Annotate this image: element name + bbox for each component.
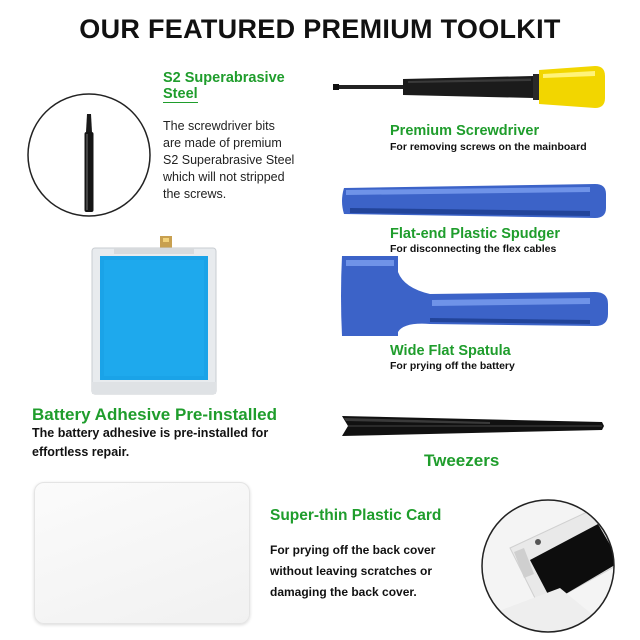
card-name: Super-thin Plastic Card [270, 507, 442, 524]
spudger-name: Flat-end Plastic Spudger [390, 226, 560, 242]
screwdriver-desc: For removing screws on the mainboard [390, 141, 587, 153]
plastic-card-image [34, 482, 250, 624]
spudger-image [340, 178, 612, 224]
phone-pry-closeup-image [480, 498, 616, 634]
page-title: OUR FEATURED PREMIUM TOOLKIT [79, 14, 561, 44]
battery-image [90, 236, 220, 396]
spatula-desc: For prying off the battery [390, 360, 515, 372]
screwdriver-image [333, 62, 613, 112]
spatula-image [340, 252, 612, 342]
steel-description: The screwdriver bits are made of premium S2 Superabrasive Steel which will not stripped the screws. [163, 119, 295, 201]
tweezers-image [340, 408, 612, 444]
tweezers-name: Tweezers [424, 451, 500, 470]
screwdriver-tip-closeup-image [26, 92, 152, 218]
screwdriver-name: Premium Screwdriver [390, 123, 540, 139]
battery-desc: The battery adhesive is pre-installed for effortless repair. [32, 426, 269, 459]
card-desc: For prying off the back cover without leaving scratches or damaging the back cover. [270, 543, 436, 599]
steel-heading: S2 Superabrasive Steel [163, 70, 285, 102]
spudger-desc: For disconnecting the flex cables [390, 243, 557, 255]
spatula-name: Wide Flat Spatula [390, 343, 511, 359]
battery-name: Battery Adhesive Pre-installed [32, 405, 278, 424]
